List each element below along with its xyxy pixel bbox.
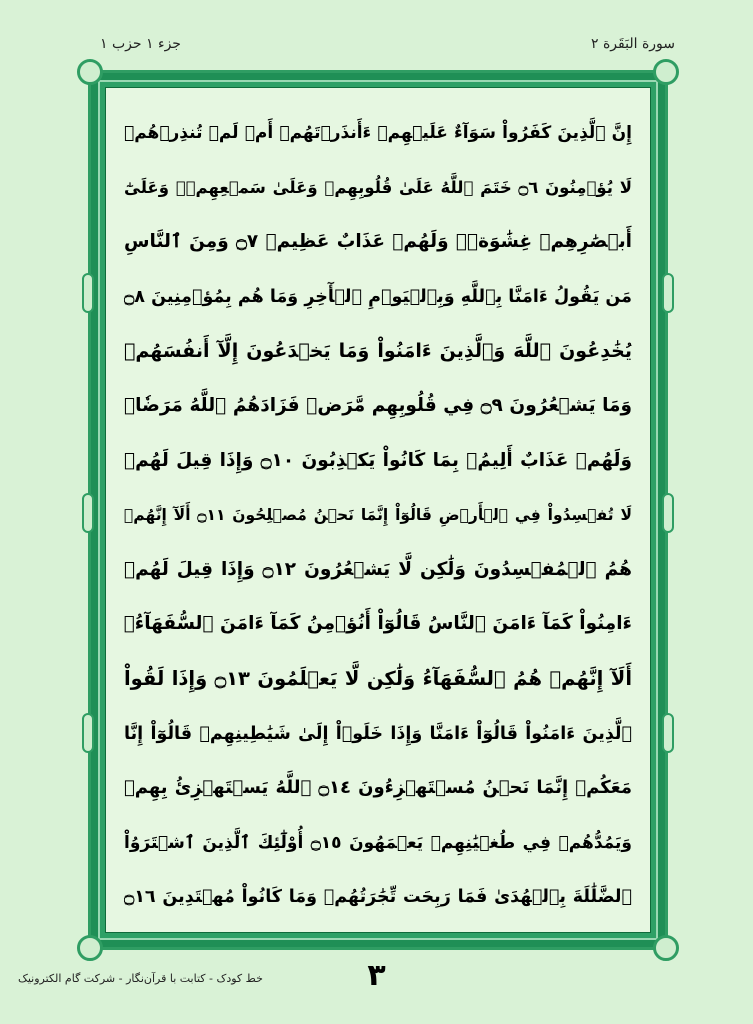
text-line: لَا يُؤۡمِنُونَ ۝٦ خَتَمَ ٱللَّهُ عَلَىٰ قُلُوبِهِمۡ وَعَلَىٰ سَمۡعِهِمۡۖ وَعَلَىٰٓ — [124, 177, 632, 197]
corner-ornament-icon — [653, 59, 679, 85]
border-ornament-icon — [82, 273, 94, 313]
text-line: وَيَمُدُّهُمۡ فِي طُغۡيَٰنِهِمۡ يَعۡمَهُونَ ۝١٥ أُوْلَٰٓئِكَ ٱلَّذِينَ ٱشۡتَرَوُاْ — [124, 832, 632, 853]
text-line: مَعَكُمۡ إِنَّمَا نَحۡنُ مُسۡتَهۡزِءُونَ ۝١٤ ٱللَّهُ يَسۡتَهۡزِئُ بِهِمۡ — [124, 777, 632, 799]
text-line: ٱلَّذِينَ ءَامَنُواْ قَالُوٓاْ ءَامَنَّا وَإِذَا خَلَوۡاْ إِلَىٰ شَيَٰطِينِهِمۡ قَالُوٓاْ إِنَّا — [124, 723, 632, 744]
juz-hizb-label: جزء ١ حزب ١ — [100, 36, 181, 52]
text-line: هُمُ ٱلۡمُفۡسِدُونَ وَلَٰكِن لَّا يَشۡعُرُونَ ۝١٢ وَإِذَا قِيلَ لَهُمۡ — [124, 558, 632, 580]
border-ornament-icon — [82, 493, 94, 533]
text-line: مَن يَقُولُ ءَامَنَّا بِٱللَّهِ وَبِٱلۡيَوۡمِ ٱلۡأٓخِرِ وَمَا هُم بِمُؤۡمِنِينَ ۝٨ — [124, 286, 632, 307]
text-line: لَا تُفۡسِدُواْ فِي ٱلۡأَرۡضِ قَالُوٓاْ إِنَّمَا نَحۡنُ مُصۡلِحُونَ ۝١١ أَلَآ إِنَّهُمۡ — [124, 506, 632, 525]
corner-ornament-icon — [77, 59, 103, 85]
surah-title: سورة البَقَرة ٢ — [590, 36, 675, 52]
text-line: يُخَٰدِعُونَ ٱللَّهَ وَٱلَّذِينَ ءَامَنُواْ وَمَا يَخۡدَعُونَ إِلَّآ أَنفُسَهُمۡ — [124, 340, 632, 363]
border-ornament-icon — [82, 713, 94, 753]
text-line: أَبۡصَٰرِهِمۡ غِشَٰوَةٞۖ وَلَهُمۡ عَذَابٌ عَظِيمٞ ۝٧ وَمِنَ ٱلنَّاسِ — [124, 231, 632, 253]
border-ornament-icon — [662, 493, 674, 533]
text-line: أَلَآ إِنَّهُمۡ هُمُ ٱلسُّفَهَآءُ وَلَٰكِن لَّا يَعۡلَمُونَ ۝١٣ وَإِذَا لَقُواْ — [124, 666, 632, 690]
text-area — [105, 87, 651, 933]
text-line: إِنَّ ٱلَّذِينَ كَفَرُواْ سَوَآءٌ عَلَيۡهِمۡ ءَأَنذَرۡتَهُمۡ أَمۡ لَمۡ تُنذِرۡهُمۡ — [124, 123, 632, 143]
border-ornament-icon — [662, 713, 674, 753]
text-line: وَلَهُمۡ عَذَابٌ أَلِيمُۢ بِمَا كَانُواْ يَكۡذِبُونَ ۝١٠ وَإِذَا قِيلَ لَهُمۡ — [124, 449, 632, 471]
text-line: وَمَا يَشۡعُرُونَ ۝٩ فِي قُلُوبِهِم مَّرَضٞ فَزَادَهُمُ ٱللَّهُ مَرَضٗاۖ — [124, 394, 632, 416]
border-ornament-icon — [662, 273, 674, 313]
footer-credit: خط کودک - کتابت با قرآن‌نگار - شرکت گام الکترونیک — [18, 972, 263, 985]
page-frame — [88, 70, 668, 950]
text-line: ٱلضَّلَٰلَةَ بِٱلۡهُدَىٰ فَمَا رَبِحَت تِّجَٰرَتُهُمۡ وَمَا كَانُواْ مُهۡتَدِينَ ۝١٦ — [124, 887, 632, 908]
quran-text — [124, 106, 632, 914]
text-line: ءَامِنُواْ كَمَآ ءَامَنَ ٱلنَّاسُ قَالُوٓاْ أَنُؤۡمِنُ كَمَآ ءَامَنَ ٱلسُّفَهَآءُۗ — [124, 613, 632, 635]
frame-border — [98, 80, 658, 940]
page-number: ٣ — [367, 958, 386, 993]
